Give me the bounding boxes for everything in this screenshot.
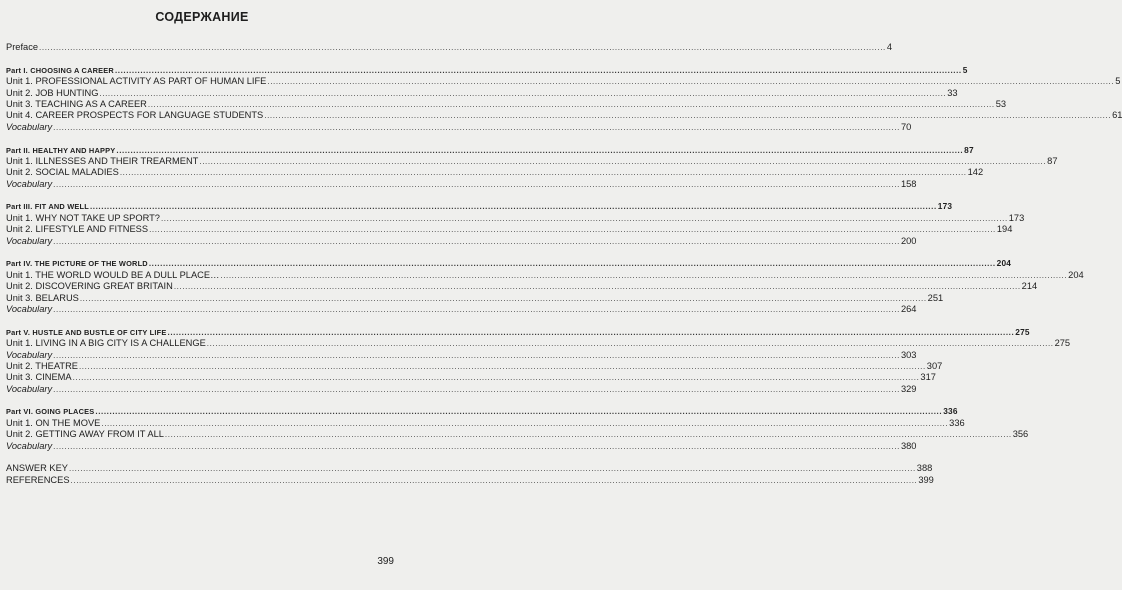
toc-entry-label: Vocabulary — [6, 303, 53, 314]
toc-entry — [6, 429, 1029, 440]
dot-leader: ............................................................................................................................................................................................................................................................................................................ — [119, 168, 967, 178]
dot-leader: ............................................................................................................................................................................................................................................................................................................ — [101, 418, 949, 428]
toc-entry-label: Unit 2. GETTING AWAY FROM IT ALL — [6, 429, 164, 440]
toc-spacer — [6, 395, 392, 406]
toc-entry-page: 200 — [900, 235, 917, 246]
dot-leader: ............................................................................................................................................................................................................................................................................................................ — [220, 270, 1068, 280]
toc-entry-page: 204 — [996, 258, 1012, 269]
toc-spacer — [6, 190, 392, 201]
toc-entry-label: Unit 1. THE WORLD WOULD BE A DULL PLACE… — [6, 269, 220, 280]
toc-entry-page: 5 — [962, 64, 968, 75]
toc-entry-label: Unit 3. TEACHING AS A CAREER — [6, 98, 147, 109]
toc-entry — [6, 224, 1013, 235]
dot-leader: ............................................................................................................................................................................................................................................................................................................ — [53, 384, 900, 394]
toc-entry-page: 204 — [1068, 269, 1084, 280]
toc-entry — [6, 76, 1121, 87]
toc-entry — [6, 41, 893, 53]
toc-part-heading — [6, 64, 968, 76]
toc-entry-label: ANSWER KEY — [6, 463, 68, 474]
toc-vocabulary-entry — [6, 235, 917, 247]
dot-leader: ............................................................................................................................................................................................................................................................................................................ — [206, 339, 1054, 349]
toc-entry-page: 194 — [996, 224, 1013, 235]
toc-entry-page: 70 — [900, 121, 912, 132]
toc-entry-label: Part VI. GOING PLACES — [6, 407, 95, 417]
toc-entry-page: 399 — [918, 474, 934, 485]
toc-entry-label: REFERENCES — [6, 474, 70, 485]
toc-entry-page: 356 — [1012, 429, 1029, 440]
toc-entry-label: Vocabulary — [6, 235, 53, 246]
toc-entry-page: 251 — [927, 292, 944, 303]
toc-part-heading — [6, 201, 953, 212]
dot-leader: ............................................................................................................................................................................................................................................................................................................ — [114, 65, 962, 75]
dot-leader: ............................................................................................................................................................................................................................................................................................................ — [72, 373, 920, 383]
toc-entry-page: 329 — [900, 383, 917, 394]
toc-entry — [6, 155, 1058, 167]
toc-entry-page: 5 — [1115, 76, 1121, 87]
toc-entry-page: 380 — [900, 440, 917, 451]
toc-entry-label: Unit 1. WHY NOT TAKE UP SPORT? — [6, 212, 160, 223]
toc-entry-label: Part III. FIT AND WELL — [6, 202, 89, 212]
dot-leader: ............................................................................................................................................................................................................................................................................................................ — [164, 430, 1012, 440]
toc-vocabulary-entry — [6, 349, 917, 361]
toc-entry-label: Unit 2. JOB HUNTING — [6, 87, 99, 98]
dot-leader: ............................................................................................................................................................................................................................................................................................................ — [39, 42, 886, 52]
dot-leader: ............................................................................................................................................................................................................................................................................................................ — [264, 111, 1112, 121]
toc-entry-label: Vocabulary — [6, 121, 53, 132]
dot-leader: ............................................................................................................................................................................................................................................................................................................ — [53, 122, 900, 132]
toc-entry-page: 33 — [947, 87, 958, 98]
toc-entry-page: 336 — [949, 417, 965, 428]
toc-spacer — [6, 247, 392, 258]
toc-entry — [6, 269, 1084, 281]
toc-entry — [6, 110, 1122, 121]
toc-entry — [6, 474, 934, 486]
toc-entry-page: 87 — [1047, 155, 1058, 166]
toc-vocabulary-entry — [6, 178, 917, 190]
toc-entry-page: 264 — [900, 303, 917, 314]
toc-entry — [6, 167, 984, 178]
dot-leader: ............................................................................................................................................................................................................................................................................................................ — [53, 441, 900, 451]
toc-entry-page: 336 — [943, 406, 958, 417]
dot-leader: ............................................................................................................................................................................................................................................................................................................ — [149, 225, 996, 235]
dot-leader: ............................................................................................................................................................................................................................................................................................................ — [267, 77, 1115, 87]
toc-entry — [6, 212, 1025, 224]
dot-leader: ............................................................................................................................................................................................................................................................................................................ — [116, 145, 964, 155]
toc-entry-label: Unit 2. LIFESTYLE AND FITNESS — [6, 224, 149, 235]
dot-leader: ............................................................................................................................................................................................................................................................................................................ — [160, 213, 1008, 223]
toc-entry-page: 61 — [1112, 110, 1122, 121]
toc-entry-label: Unit 1. LIVING IN A BIG CITY IS A CHALLENGE — [6, 338, 206, 349]
toc-entry-page: 142 — [967, 167, 984, 178]
toc-part-heading — [6, 144, 974, 156]
dot-leader: ............................................................................................................................................................................................................................................................................................................ — [53, 304, 900, 314]
toc-entry-label: Vocabulary — [6, 178, 53, 189]
toc-entry — [6, 360, 943, 372]
table-of-contents — [6, 41, 1122, 486]
toc-spacer — [6, 53, 392, 64]
dot-leader: ............................................................................................................................................................................................................................................................................................................ — [147, 99, 995, 109]
toc-entry-page: 307 — [926, 360, 943, 371]
toc-entry-label: Part V. HUSTLE AND BUSTLE OF CITY LIFE — [6, 327, 167, 337]
toc-entry-label: Unit 4. CAREER PROSPECTS FOR LANGUAGE STUDENTS — [6, 110, 264, 121]
toc-spacer — [6, 452, 392, 463]
dot-leader: ............................................................................................................................................................................................................................................................................................................ — [78, 361, 926, 371]
toc-entry-page: 53 — [995, 98, 1007, 109]
page-title: СОДЕРЖАНИЕ — [155, 10, 249, 24]
toc-entry — [6, 87, 958, 99]
toc-vocabulary-entry — [6, 440, 917, 452]
toc-entry-page: 388 — [916, 463, 933, 474]
toc-entry — [6, 281, 1038, 292]
toc-part-heading — [6, 258, 1012, 269]
toc-entry-label: Vocabulary — [6, 349, 53, 360]
toc-entry-label: Preface — [6, 41, 39, 52]
dot-leader: ............................................................................................................................................................................................................................................................................................................ — [79, 293, 927, 303]
dot-leader: ............................................................................................................................................................................................................................................................................................................ — [173, 282, 1021, 292]
dot-leader: ............................................................................................................................................................................................................................................................................................................ — [148, 259, 996, 269]
toc-entry-label: Unit 3. CINEMA — [6, 372, 72, 383]
toc-entry — [6, 417, 965, 429]
dot-leader: ............................................................................................................................................................................................................................................................................................................ — [53, 179, 900, 189]
toc-entry-page: 303 — [900, 349, 917, 360]
dot-leader: ............................................................................................................................................................................................................................................................................................................ — [70, 475, 918, 485]
toc-entry — [6, 372, 936, 383]
toc-entry-label: Unit 2. DISCOVERING GREAT BRITAIN — [6, 281, 173, 292]
dot-leader: ............................................................................................................................................................................................................................................................................................................ — [199, 156, 1047, 166]
toc-spacer — [6, 133, 392, 144]
toc-entry-label: Unit 1. ILLNESSES AND THEIR TREARMENT — [6, 155, 199, 166]
toc-part-heading — [6, 326, 1030, 338]
page-number: 399 — [377, 556, 394, 567]
toc-entry-label: Unit 2. SOCIAL MALADIES — [6, 167, 119, 178]
toc-spacer — [6, 315, 392, 326]
toc-entry-label: Part I. CHOOSING A CAREER — [6, 65, 114, 75]
toc-entry-page: 173 — [1008, 212, 1025, 223]
toc-entry-label: Vocabulary — [6, 383, 53, 394]
toc-entry-label: Part IV. THE PICTURE OF THE WORLD — [6, 259, 148, 269]
dot-leader: ............................................................................................................................................................................................................................................................................................................ — [95, 407, 943, 417]
toc-entry-label: Unit 3. BELARUS — [6, 292, 79, 303]
toc-entry — [6, 463, 933, 474]
toc-entry-label: Part II. HEALTHY AND HAPPY — [6, 145, 116, 155]
toc-entry-page: 275 — [1054, 338, 1071, 349]
toc-entry-page: 4 — [886, 41, 893, 52]
toc-entry-label: Unit 2. THEATRE — [6, 360, 78, 371]
toc-entry-page: 317 — [920, 372, 936, 383]
dot-leader: ............................................................................................................................................................................................................................................................................................................ — [89, 202, 937, 212]
toc-vocabulary-entry — [6, 383, 917, 395]
toc-entry — [6, 98, 1007, 110]
toc-vocabulary-entry — [6, 303, 917, 315]
toc-entry-label: Unit 1. PROFESSIONAL ACTIVITY AS PART OF HUMAN LIFE — [6, 76, 267, 87]
toc-entry-page: 275 — [1015, 326, 1030, 337]
toc-part-heading — [6, 406, 958, 418]
toc-entry-page: 214 — [1021, 281, 1038, 292]
toc-entry — [6, 292, 944, 304]
dot-leader: ............................................................................................................................................................................................................................................................................................................ — [99, 88, 947, 98]
toc-vocabulary-entry — [6, 121, 912, 133]
dot-leader: ............................................................................................................................................................................................................................................................................................................ — [69, 464, 916, 474]
toc-entry-page: 87 — [964, 144, 974, 155]
dot-leader: ............................................................................................................................................................................................................................................................................................................ — [167, 327, 1015, 337]
toc-entry-label: Unit 1. ON THE MOVE — [6, 417, 101, 428]
toc-entry-page: 173 — [937, 201, 953, 212]
dot-leader: ............................................................................................................................................................................................................................................................................................................ — [53, 350, 900, 360]
toc-entry-label: Vocabulary — [6, 440, 53, 451]
dot-leader: ............................................................................................................................................................................................................................................................................................................ — [53, 236, 900, 246]
toc-entry — [6, 338, 1071, 349]
toc-entry-page: 158 — [900, 178, 917, 189]
